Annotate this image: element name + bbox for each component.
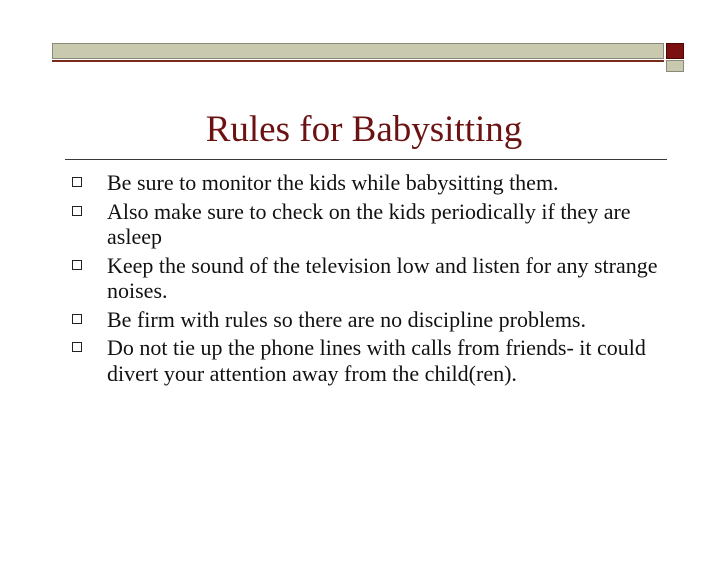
header-decorative-rule bbox=[52, 60, 664, 70]
bullet-item bbox=[70, 335, 670, 386]
bullet-text: Do not tie up the phone lines with calls from friends- it could divert your attention away from the child(ren). bbox=[107, 335, 646, 386]
title-divider bbox=[65, 159, 667, 160]
bullet-text: Be sure to monitor the kids while babysitting them. bbox=[107, 170, 559, 195]
slide-title: Rules for Babysitting bbox=[205, 109, 523, 150]
header-decorative-bar bbox=[52, 43, 664, 59]
bullet-text: Keep the sound of the television low and listen for any strange noises. bbox=[107, 252, 658, 303]
hollow-square-icon bbox=[72, 206, 82, 216]
header-accent-square-red bbox=[666, 43, 684, 59]
bullet-item bbox=[70, 253, 670, 304]
hollow-square-icon bbox=[72, 177, 82, 187]
hollow-square-icon bbox=[72, 314, 82, 324]
bullet-list bbox=[70, 170, 670, 389]
bullet-text: Be firm with rules so there are no discipline problems. bbox=[107, 306, 586, 332]
bullet-text: Also make sure to check on the kids periodically if they are asleep bbox=[107, 198, 631, 249]
hollow-square-icon bbox=[72, 260, 82, 270]
bullet-item bbox=[70, 170, 670, 196]
bullet-item bbox=[70, 199, 670, 250]
bullet-item bbox=[70, 307, 670, 333]
hollow-square-icon bbox=[72, 342, 82, 352]
header-accent-square-tan bbox=[666, 60, 684, 72]
